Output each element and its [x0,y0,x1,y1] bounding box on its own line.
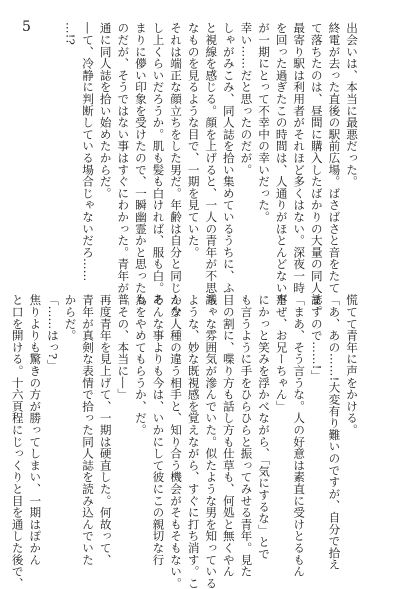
text-line: 再度青年を見上げて、一期は硬直した。何故って、 [98,294,113,566]
text-line: と視線を感じる。顔を上げると、一人の青年が不思議 [204,22,219,306]
text-line: し上くらいだろうか。肌も髪も白ければ、服も白。あ [151,22,166,306]
text-line: 青年が真剣な表情で拾った同人誌を読み込んでいた [81,294,96,566]
text-line: ―て、冷静に判断している場合じゃないだろ…… [81,22,96,282]
text-line: 焦りよりも驚きの方が勝ってしまい、一期はぽかん [28,294,43,566]
text-line: だぜ、お兄ーちゃん」 [274,294,289,412]
page-number: 5 [22,19,31,35]
text-line: しゃがみこみ、同人誌を拾い集めているうちに、ふ [221,22,236,294]
text-line: それは端正な顔立ちをした男だ。年齢は自分と同じか少 [169,22,184,317]
text-line: まりに儚い印象を受けたので、一瞬幽霊かと思ったも [133,22,148,306]
text-line: …!? [63,22,78,46]
text-block-bottom [10,294,360,589]
text-line: ちゃな雰囲気が滲んでいた。似たような男を知っている [204,294,219,589]
text-line: 慌てて青年に声をかける。 [345,294,359,436]
text-line: ますので……!」 [309,294,324,382]
text-line: が一期にとって不幸中の幸いだった。 [257,22,272,223]
text-line: 目の割に、喋り方も話し方も仕草も、何処と無くやん [221,294,236,578]
text-line: 通に同人誌を拾い始めたからだ。 [98,22,113,199]
text-line: そんな事よりも今は、いかにして彼にこの親切な行 [151,294,166,566]
text-line: も言うように手をひらひらと振ってみせる青年。見た [239,294,254,578]
text-line: と口を開ける。十六頁程にじっくりと目を通した後で、 [10,294,25,589]
text-line: 「あ、あの……!大変有り難いのですが、自分で拾え [327,294,342,571]
text-line: のだが、そうではない事はすぐにわかった。青年が普 [116,22,131,306]
text-line: からだ。 [63,294,78,342]
text-line: を回った過ぎたこの時間は、人通りがほとんどない事 [274,22,289,306]
text-line: て落ちたのは、昼間に購入したばかりの大量の同人誌。 [309,22,324,317]
text-line: 「……はっ?」 [45,294,60,372]
text-block-top [30,22,360,317]
text-line: ような、妙な既視感を覚えながら、すぐに打ち消す。こ [186,294,201,589]
text-line: なものを見るような目で、一期を見ていた。 [186,22,201,258]
text-line: んな人種の違う相手と、知り合う機会がそもそもない。 [169,294,184,589]
text-line: にかっと笑みを浮かべながら、「気にするな」とで [257,294,272,560]
text-line: 為をやめてもらうか、だ。 [133,294,148,436]
text-line: 「その、本当に―」 [116,294,131,401]
text-line: 出会いは、本当に最悪だった。 [345,22,359,188]
text-line: 終電が去った直後の駅前広場。ばさばさと音をたて [327,22,342,294]
text-line: 最寄り駅は利用者がそれほど多くはない。深夜一時 [292,22,307,294]
text-line: 幸い……だと思ったのだが。 [239,22,254,176]
text-line: 「まあ、そう言うな。人の好意は素直に受けとるもん [292,294,307,578]
